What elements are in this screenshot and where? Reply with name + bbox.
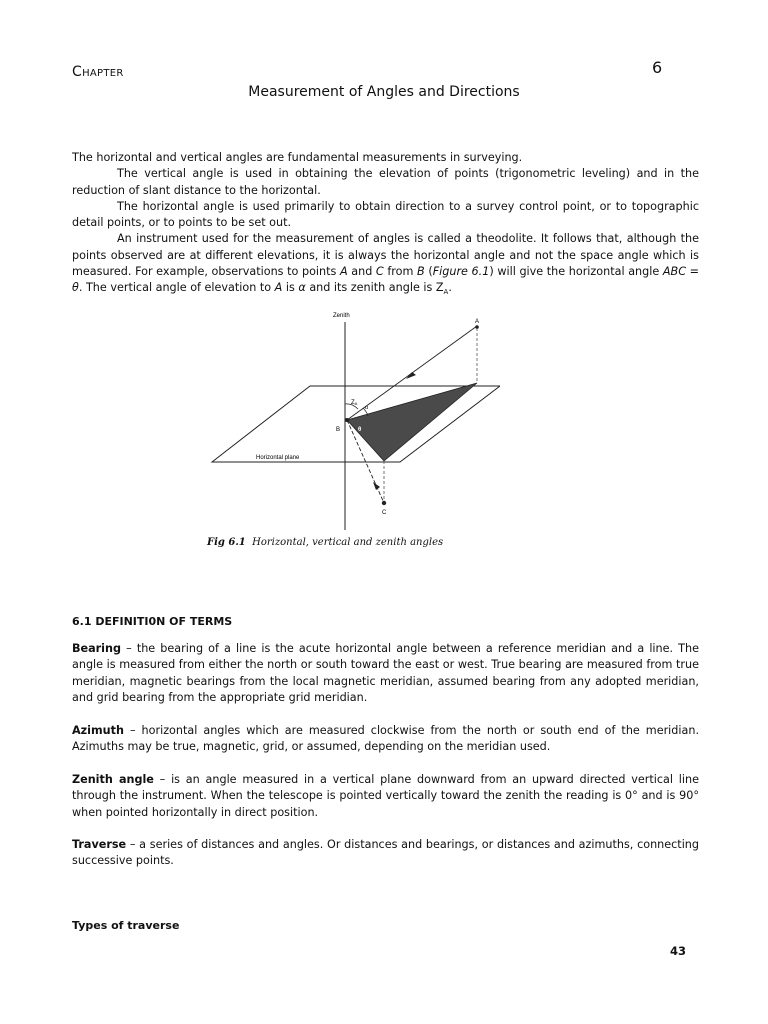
term-bearing: Bearing – the bearing of a line is the acute horizontal angle between a reference meridian and a line. The angle is measured from either the north or south toward the east or west. True bearing are measured from true meridian, magnetic bearings from the local magnetic meridian, assumed bearing from any adopted meridian, and grid bearing from the appropriate grid meridian.	[72, 642, 699, 704]
label-theta: θ	[358, 427, 362, 433]
arrow-to-c	[373, 482, 380, 490]
label-za: ZA	[351, 400, 358, 406]
figure-caption-number: Fig 6.1	[207, 537, 246, 548]
intro-text	[72, 150, 699, 301]
intro-paragraph-4: An instrument used for the measurement of angles is called a theodolite. It follows that, although the points observed are at different elevations, it is always the horizontal angle and not the space angle which is measured. For example, observations to points A and C from B (Figure 6.1) will give the horizontal angle ABC = θ. The vertical angle of elevation to A is α and its zenith angle is $Z_A$.	[72, 232, 699, 297]
term-azimuth: Azimuth – horizontal angles which are measured clockwise from the north or south end of the meridian. Azimuths may be true, magnetic, grid, or assumed, depending on the meridian used.	[72, 724, 699, 754]
chapter-number: 6	[652, 58, 663, 77]
label-a: A	[475, 319, 480, 325]
label-b: B	[336, 427, 341, 433]
point-a-dot	[475, 325, 479, 329]
label-c: C	[382, 510, 387, 516]
label-zenith: Zenith	[333, 313, 350, 319]
figure-caption-text: Horizontal, vertical and zenith angles	[252, 537, 444, 548]
label-alpha: α	[365, 405, 369, 411]
theta-sector	[347, 383, 477, 461]
intro-paragraph-1: The horizontal and vertical angles are fundamental measurements in surveying.	[72, 151, 523, 164]
section-heading: 6.1 DEFINITI0N OF TERMS	[72, 615, 233, 628]
arrow-to-a	[406, 372, 416, 379]
intro-paragraph-3: The horizontal angle is used primarily to obtain direction to a survey control point, or to topographic detail points, or to points to be set out.	[72, 199, 699, 230]
page-number: 43	[670, 944, 687, 958]
subheading-types-of-traverse: Types of traverse	[72, 919, 180, 932]
chapter-label: Chapter	[72, 64, 124, 80]
point-b-dot	[345, 418, 349, 422]
label-horizontal-plane: Horizontal plane	[256, 455, 300, 461]
intro-paragraph-2: The vertical angle is used in obtaining the elevation of points (trigonometric leveling) and in the reduction of slant distance to the horizontal.	[72, 167, 699, 197]
page-title: Measurement of Angles and Directions	[248, 84, 520, 100]
term-traverse: Traverse – a series of distances and angles. Or distances and bearings, or distances and azimuths, connecting successive points.	[72, 838, 699, 868]
figure-caption	[207, 537, 443, 548]
point-c-dot	[382, 501, 386, 505]
angles-figure	[200, 306, 500, 531]
term-zenith-angle: Zenith angle – is an angle measured in a vertical plane downward from an upward directed vertical line through the instrument. When the telescope is pointed vertically toward the zenith the reading is 0° and is 90° when pointed horizontally in direct position.	[72, 773, 699, 819]
